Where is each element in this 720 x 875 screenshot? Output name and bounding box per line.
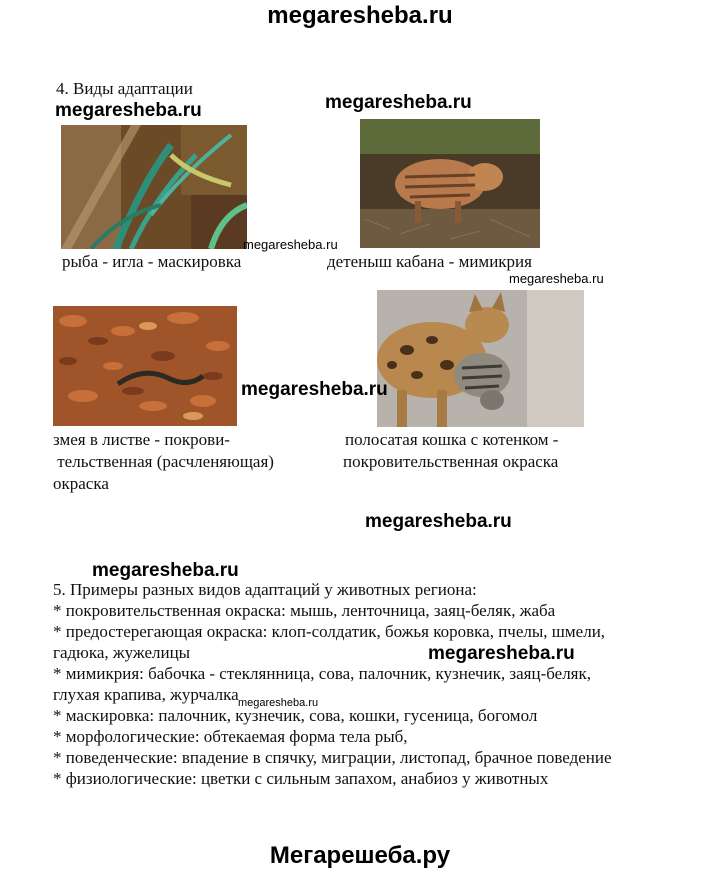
list-item: * морфологические: обтекаемая форма тела рыб, — [53, 727, 408, 746]
header-watermark: megaresheba.ru — [267, 2, 453, 29]
watermark-inline: megaresheba.ru — [243, 237, 338, 252]
watermark-inline: megaresheba.ru — [92, 560, 239, 581]
caption-snake-line2: тельственная (расчленяющая) — [53, 452, 274, 471]
caption-snake-line1: змея в листве - покрови- — [53, 430, 230, 449]
caption-pipefish: рыба - игла - маскировка — [62, 252, 242, 271]
list-item: * физиологические: цветки с сильным запахом, анабиоз у животных — [53, 769, 549, 788]
watermark-inline: megaresheba.ru — [428, 643, 575, 664]
watermark-inline: megaresheba.ru — [55, 100, 202, 121]
footer-watermark: Мегарешеба.ру — [269, 842, 451, 869]
snake-leaves-photo — [53, 306, 237, 426]
examples-list — [53, 600, 612, 789]
cat-kitten-photo — [377, 290, 584, 427]
caption-boar: детеныш кабана - мимикрия — [327, 252, 532, 271]
caption-snake-line3: окраска — [53, 474, 109, 493]
list-item: * покровительственная окраска: мышь, ленточница, заяц-беляк, жаба — [53, 601, 556, 620]
section4-title: 4. Виды адаптации — [56, 79, 193, 98]
section5-title: 5. Примеры разных видов адаптаций у животных региона: — [53, 580, 477, 599]
list-item: * маскировка: палочник, кузнечик, сова, кошки, гусеница, богомол — [53, 706, 538, 725]
watermark-inline: megaresheba.ru — [238, 697, 319, 709]
list-item: * поведенческие: впадение в спячку, миграции, листопад, брачное поведение — [53, 748, 612, 767]
list-item: глухая крапива, журчалка — [53, 685, 239, 704]
watermark-inline: megaresheba.ru — [365, 511, 512, 532]
watermark-inline: megaresheba.ru — [325, 92, 472, 113]
caption-cat-line1: полосатая кошка с котенком - — [345, 430, 559, 449]
watermark-inline: megaresheba.ru — [509, 271, 604, 286]
list-item: * предостерегающая окраска: клоп-солдатик, божья коровка, пчелы, шмели, — [53, 622, 606, 641]
caption-cat-line2: покровительственная окраска — [343, 452, 559, 471]
list-item: гадюка, жужелицы — [53, 643, 191, 662]
watermark-inline: megaresheba.ru — [241, 379, 388, 400]
boar-piglet-photo — [360, 119, 540, 248]
list-item: * мимикрия: бабочка - стеклянница, сова, палочник, кузнечик, заяц-беляк, — [53, 664, 592, 683]
pipefish-photo — [61, 125, 247, 249]
